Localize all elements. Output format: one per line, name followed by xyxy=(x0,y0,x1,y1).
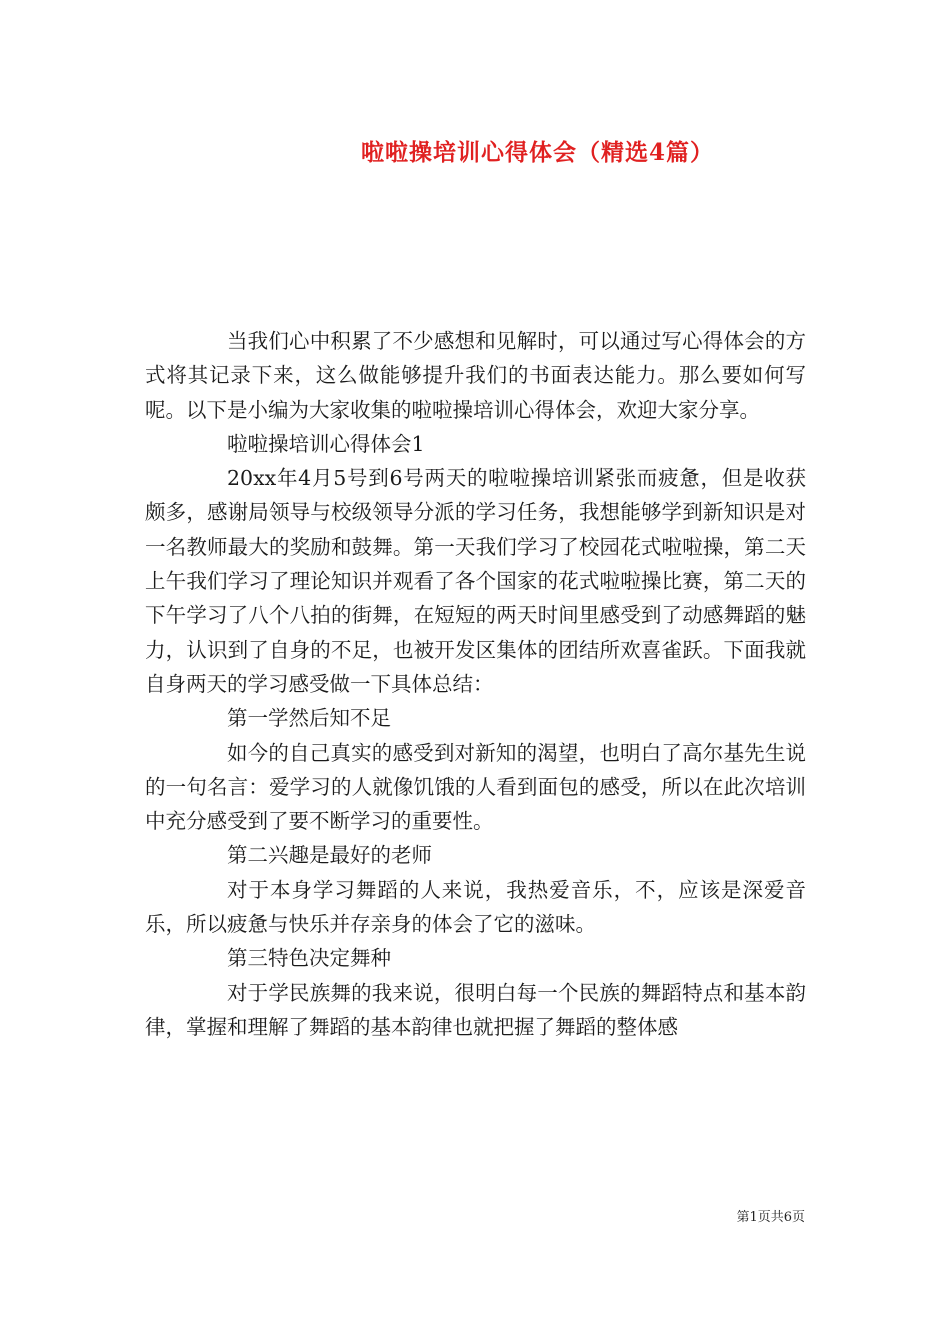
document-title: 啦啦操培训心得体会（精选4篇） xyxy=(360,139,714,166)
point-2-paragraph: 对于本身学习舞蹈的人来说，我热爱音乐，不，应该是深爱音乐，所以疲惫与快乐并存亲身的体会了它的滋味。 xyxy=(145,877,806,937)
intro-paragraph: 当我们心中积累了不少感想和见解时，可以通过写心得体会的方式将其记录下来，这么做能够提升我们的书面表达能力。那么要如何写呢。以下是小编为大家收集的啦啦操培训心得体会，欢迎大家分享。 xyxy=(145,329,806,422)
section-1-paragraph: 20xx年4月5号到6号两天的啦啦操培训紧张而疲惫，但是收获颇多，感谢局领导与校级领导分派的学习任务，我想能够学到新知识是对一名教师最大的奖励和鼓舞。第一天我们学习了校园花式啦啦操，第二天上午我们学习了理论知识并观看了各个国家的花式啦啦操比赛，第二天的下午学习了八个八拍的街舞，在短短的两天时间里感受到了动感舞蹈的魅力，认识到了自身的不足，也被开发区集体的团结所欢喜雀跃。下面我就自身两天的学习感受做一下具体总结： xyxy=(145,466,806,696)
document-body xyxy=(145,324,806,1044)
point-heading-3: 第三特色决定舞种 xyxy=(227,946,391,971)
point-heading-2: 第二兴趣是最好的老师 xyxy=(227,843,432,868)
point-1-paragraph: 如今的自己真实的感受到对新知的渴望，也明白了高尔基先生说的一句名言：爱学习的人就像饥饿的人看到面包的感受，所以在此次培训中充分感受到了要不断学习的重要性。 xyxy=(145,740,806,834)
point-heading-1: 第一学然后知不足 xyxy=(227,706,391,731)
point-3-paragraph: 对于学民族舞的我来说，很明白每一个民族的舞蹈特点和基本韵律，掌握和理解了舞蹈的基本韵律也就把握了舞蹈的整体感 xyxy=(145,980,806,1039)
page-footer: 第1页共6页 xyxy=(736,1210,805,1225)
section-heading-1: 啦啦操培训心得体会1 xyxy=(227,431,425,456)
